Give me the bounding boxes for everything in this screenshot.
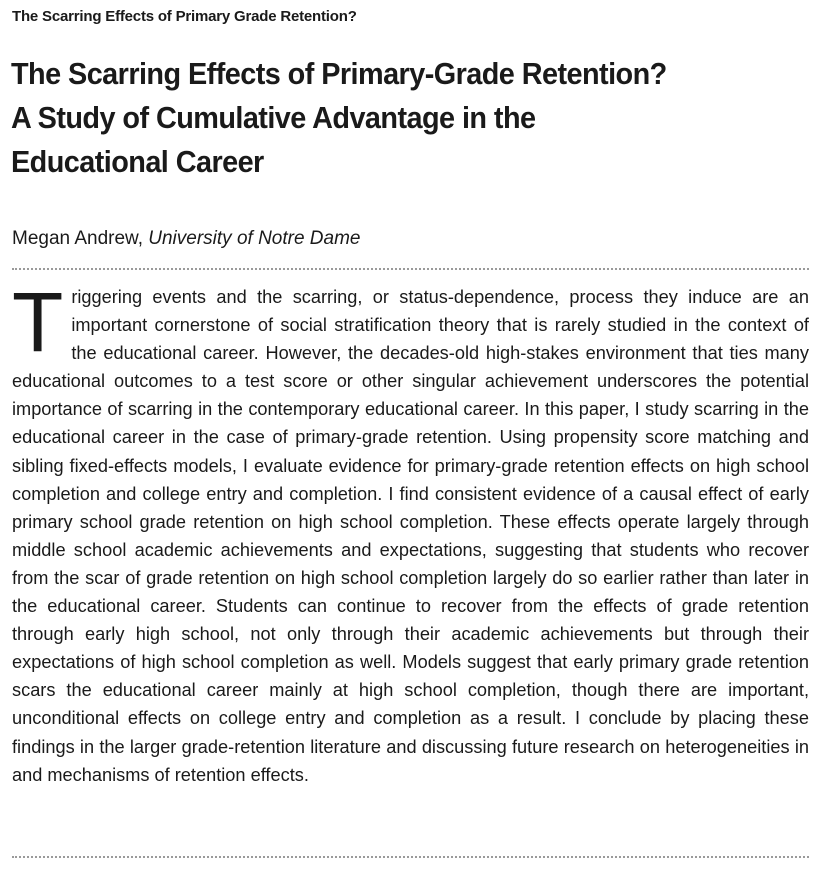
title-line-3: Educational Career (11, 144, 264, 179)
abstract-text: riggering events and the scarring, or status-dependence, process they induce are an important cornerstone of social stratification theory that is rarely studied in the context of the educational career. However, the decades-old high-stakes environment that ties many educational outcomes to a test score or other singular achievement underscores the potential importance of scarring in the contemporary educational career. In this paper, I study scarring in the educational career in the case of primary-grade retention. Using propensity score matching and sibling fixed-effects models, I evaluate evidence for primary-grade retention effects on high school completion and college entry and completion. I find consistent evidence of a causal effect of early primary school grade retention on high school completion. These effects operate largely through middle school academic achievements and expectations, suggesting that students who recover from the scar of grade retention on high school completion largely do so earlier rather than later in the educational career. Students can continue to recover from the effects of grade retention through early high school, not only through their academic achievements but through their expectations of high school completion as well. Models suggest that early primary grade retention scars the educational career mainly at high school completion, though there are important, unconditional effects on college entry and completion as a result. I conclude by placing these findings in the larger grade-retention literature and discussing future research on heterogeneities in and mechanisms of retention effects. (12, 287, 809, 785)
title-line-1: The Scarring Effects of Primary-Grade Retention? (11, 56, 667, 91)
drop-cap: T (12, 275, 64, 369)
top-dotted-divider (12, 268, 809, 270)
title-line-2: A Study of Cumulative Advantage in the (11, 100, 536, 135)
article-title (11, 52, 755, 184)
bottom-dotted-divider (12, 856, 809, 858)
author-affiliation: University of Notre Dame (148, 228, 361, 249)
abstract-paragraph (12, 275, 809, 789)
author-name: Megan Andrew, (12, 228, 143, 249)
running-head: The Scarring Effects of Primary Grade Retention? (12, 8, 357, 25)
author-line (12, 228, 361, 250)
